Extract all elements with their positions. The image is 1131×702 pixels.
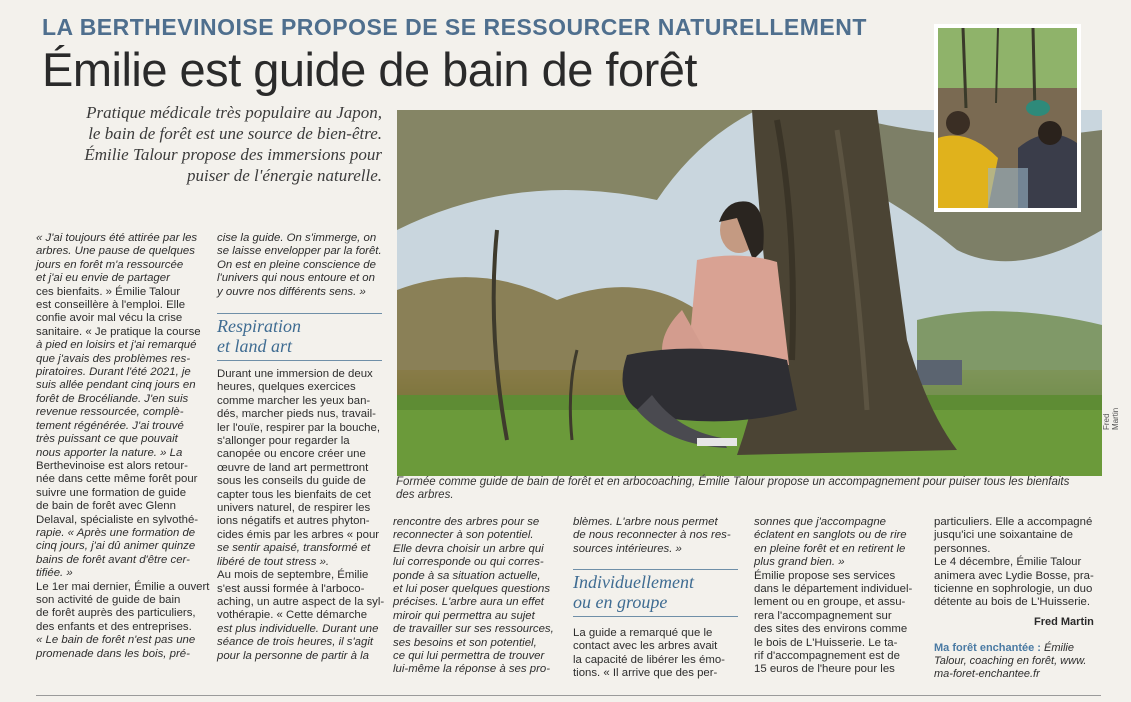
article-column-6 <box>934 516 1099 610</box>
text-line: pour la personne de partir à la <box>217 649 369 662</box>
text-line: libéré de tout stress ». <box>217 555 330 568</box>
lead-line: le bain de forêt est une source de bien-être. <box>88 124 382 143</box>
text-line: aching, un autre aspect de la syl- <box>217 595 385 608</box>
caption-line: des arbres. <box>396 489 454 501</box>
text-line: ce qui lui permettra de trouver <box>393 650 545 663</box>
text-line: cinq jours, j'ai dû animer quinze <box>36 540 196 553</box>
info-text: Émilie <box>1040 642 1074 654</box>
text-line: dés, marcher pieds nus, travail- <box>217 408 376 421</box>
text-line: la capacité de libérer les émo- <box>573 653 725 666</box>
text-line: lement ou en groupe, et assu- <box>754 596 906 609</box>
text-line: née dans cette même forêt pour <box>36 473 198 486</box>
text-line: éclatent en sanglots ou de rire <box>754 529 907 542</box>
text-line: Émilie propose ses services <box>754 569 896 582</box>
text-line: précises. L'arbre aura un effet <box>393 596 544 609</box>
text-line: rif d'accompagnement est de <box>754 650 900 663</box>
subheading-line: Respiration <box>217 316 301 336</box>
article-column-1 <box>36 232 210 661</box>
text-line: rera l'accompagnement sur <box>754 609 892 622</box>
text-line: blèmes. L'arbre nous permet <box>573 516 718 528</box>
text-line: lui corresponde ou qui corres- <box>393 556 544 569</box>
info-line: Talour, coaching en forêt, www. <box>934 655 1087 667</box>
text-line: vothérapie. « Cette démarche <box>217 609 368 622</box>
text-line: se laisse envelopper par la forêt. <box>217 245 382 258</box>
text-line: suis allée pendant cinq jours en <box>36 379 196 392</box>
text-line: Durant une immersion de deux <box>217 368 373 380</box>
text-line: de forêt auprès des particuliers, <box>36 607 196 620</box>
text-line: y ouvre nos différents sens. » <box>217 285 366 298</box>
text-line: sous les conseils du guide de <box>217 475 366 488</box>
author-signature: Fred Martin <box>1034 616 1094 628</box>
text-line: Le 4 décembre, Émilie Talour <box>934 556 1082 569</box>
text-line: est conseillère à l'emploi. Elle <box>36 299 186 312</box>
article-column-4-bottom <box>573 627 738 681</box>
text-line: ponde à sa situation actuelle, <box>393 569 541 582</box>
text-line: et lui poser quelques questions <box>393 583 551 596</box>
text-line: cise la guide. On s'immerge, on <box>217 232 377 244</box>
article-headline: Émilie est guide de bain de forêt <box>42 43 697 96</box>
inset-photo <box>934 24 1081 212</box>
text-line: arbres. Une pause de quelques <box>36 245 195 258</box>
text-line: ions négatifs et autres phyton- <box>217 515 370 528</box>
text-line: son activité de guide de bain <box>36 593 181 606</box>
text-line: s'est aussi formée à l'arboco- <box>217 582 365 595</box>
text-line: Delaval, spécialiste en sylvothé- <box>36 513 199 526</box>
text-line: sanitaire. « Je pratique la course <box>36 325 201 338</box>
text-line: miroir qui permettra au sujet <box>393 609 535 622</box>
text-line: sonnes que j'accompagne <box>754 516 886 528</box>
text-line: est plus individuelle. Durant une <box>217 622 379 635</box>
photo-credit: Fred Martin <box>1102 407 1120 430</box>
text-line: animera avec Lydie Bosse, pra- <box>934 569 1094 582</box>
text-line: promenade dans les bois, pré- <box>36 647 190 660</box>
text-line: s'allonger pour regarder la <box>217 435 350 448</box>
text-line: de bain de forêt avec Glenn <box>36 500 176 513</box>
text-line: particuliers. Elle a accompagné <box>934 516 1093 528</box>
article-column-4-top <box>573 516 738 556</box>
text-line: tement régénérée. J'ai trouvé <box>36 419 184 432</box>
text-line: 15 euros de l'heure pour les <box>754 663 895 676</box>
text-line: très puissant ce que pouvait <box>36 433 178 446</box>
text-line: se sentir apaisé, transformé et <box>217 542 371 555</box>
text-line: et j'ai eu envie de partager <box>36 272 170 285</box>
text-line: Elle devra choisir un arbre qui <box>393 542 544 555</box>
text-line: reconnecter à son potentiel. <box>393 529 534 542</box>
text-line: l'univers qui nous entoure et on <box>217 272 375 285</box>
text-line: personnes. <box>934 542 991 555</box>
info-line <box>934 642 1099 655</box>
subheading-line: Individuellement <box>573 572 694 592</box>
text-line: à pied en loisirs et j'ai remarqué <box>36 339 197 352</box>
text-line: « Le bain de forêt n'est pas une <box>36 634 196 647</box>
text-line: sources intérieures. » <box>573 542 682 555</box>
text-line: ticienne en sophrologie, un duo <box>934 583 1093 596</box>
text-line: ces bienfaits. » Émilie Talour <box>36 285 181 298</box>
subheading-individuellement <box>573 569 738 617</box>
bottom-rule <box>36 695 1101 696</box>
text-line: rapie. « Après une formation de <box>36 526 196 539</box>
text-line: La guide a remarqué que le <box>573 627 713 639</box>
text-line: comme marcher les yeux ban- <box>217 394 371 407</box>
article-column-2-top <box>217 232 382 299</box>
text-line: suivre une formation de guide <box>36 486 187 499</box>
text-line: capter tous les bienfaits de cet <box>217 488 371 501</box>
text-line: revenue ressourcée, complè- <box>36 406 184 419</box>
text-line: confie avoir mal vécu la crise <box>36 312 183 325</box>
photo-caption <box>396 476 1101 502</box>
article-column-2-bottom <box>217 368 385 663</box>
subheading-line: ou en groupe <box>573 592 668 612</box>
text-line: en pleine forêt et en retirent le <box>754 542 906 555</box>
subheading-line: et land art <box>217 336 292 356</box>
text-line: de travailler sur ses ressources, <box>393 623 554 636</box>
text-line: cides émis par les arbres « pour <box>217 528 380 541</box>
lead-line: Émilie Talour propose des immersions pour <box>84 145 382 164</box>
text-line: nous apporter la nature. » La <box>36 446 183 459</box>
text-line: Berthevinoise est alors retour- <box>36 459 188 472</box>
subheading-respiration <box>217 313 382 361</box>
text-line: Le 1er mai dernier, Émilie a ouvert <box>36 580 210 593</box>
info-box <box>934 642 1099 681</box>
text-line: détente au bois de L'Huisserie. <box>934 596 1091 609</box>
text-line: que j'avais des problèmes res- <box>36 352 191 365</box>
info-label: Ma forêt enchantée : <box>934 642 1041 654</box>
text-line: heures, quelques exercices <box>217 381 356 394</box>
text-line: jusqu'ici une soixantaine de <box>934 529 1073 542</box>
text-line: canopée ou encore créer une <box>217 448 366 461</box>
text-line: plus grand bien. » <box>754 556 845 569</box>
article-lead <box>40 102 382 186</box>
lead-line: puiser de l'énergie naturelle. <box>187 166 382 185</box>
text-line: Au mois de septembre, Émilie <box>217 569 369 582</box>
text-line: ler l'ouïe, respirer par la bouche, <box>217 421 380 434</box>
text-line: lui-même la réponse à ses pro- <box>393 663 551 676</box>
text-line: des enfants et des entreprises. <box>36 620 192 633</box>
inset-photo-illustration <box>938 28 1077 208</box>
lead-line: Pratique médicale très populaire au Japon, <box>86 103 382 122</box>
info-line: ma-foret-enchantee.fr <box>934 668 1040 680</box>
text-line: ses besoins et son potentiel, <box>393 636 537 649</box>
text-line: univers naturel, de respirer les <box>217 502 371 515</box>
text-line: contact avec les arbres avait <box>573 640 718 653</box>
text-line: jours en forêt m'a ressourcée <box>36 258 184 271</box>
text-line: des sites des environs comme <box>754 623 908 636</box>
text-line: tifiée. » <box>36 567 73 580</box>
text-line: bains de forêt avant d'être cer- <box>36 553 190 566</box>
text-line: rencontre des arbres pour se <box>393 516 540 528</box>
text-line: forêt de Brocéliande. J'en suis <box>36 392 189 405</box>
caption-line: Formée comme guide de bain de forêt et en arbocoaching, Émilie Talour propose un accompagnement pour puiser tous les bienfaits <box>396 476 1070 488</box>
article-column-3 <box>393 516 558 677</box>
text-line: « J'ai toujours été attirée par les <box>36 232 198 244</box>
article-column-5 <box>754 516 919 677</box>
text-line: On est en pleine conscience de <box>217 258 376 271</box>
text-line: dans le département individuel- <box>754 583 913 596</box>
text-line: œuvre de land art permettront <box>217 461 369 474</box>
text-line: de nous reconnecter à nos res- <box>573 529 731 542</box>
text-line: tions. « Il arrive que des per- <box>573 667 718 680</box>
text-line: séance de trois heures, il s'agit <box>217 636 374 649</box>
text-line: le bois de L'Huisserie. Le ta- <box>754 636 898 649</box>
article-kicker: LA BERTHEVINOISE PROPOSE DE SE RESSOURCER NATURELLEMENT <box>42 14 867 40</box>
text-line: piratoires. Durant l'été 2021, je <box>36 366 191 379</box>
